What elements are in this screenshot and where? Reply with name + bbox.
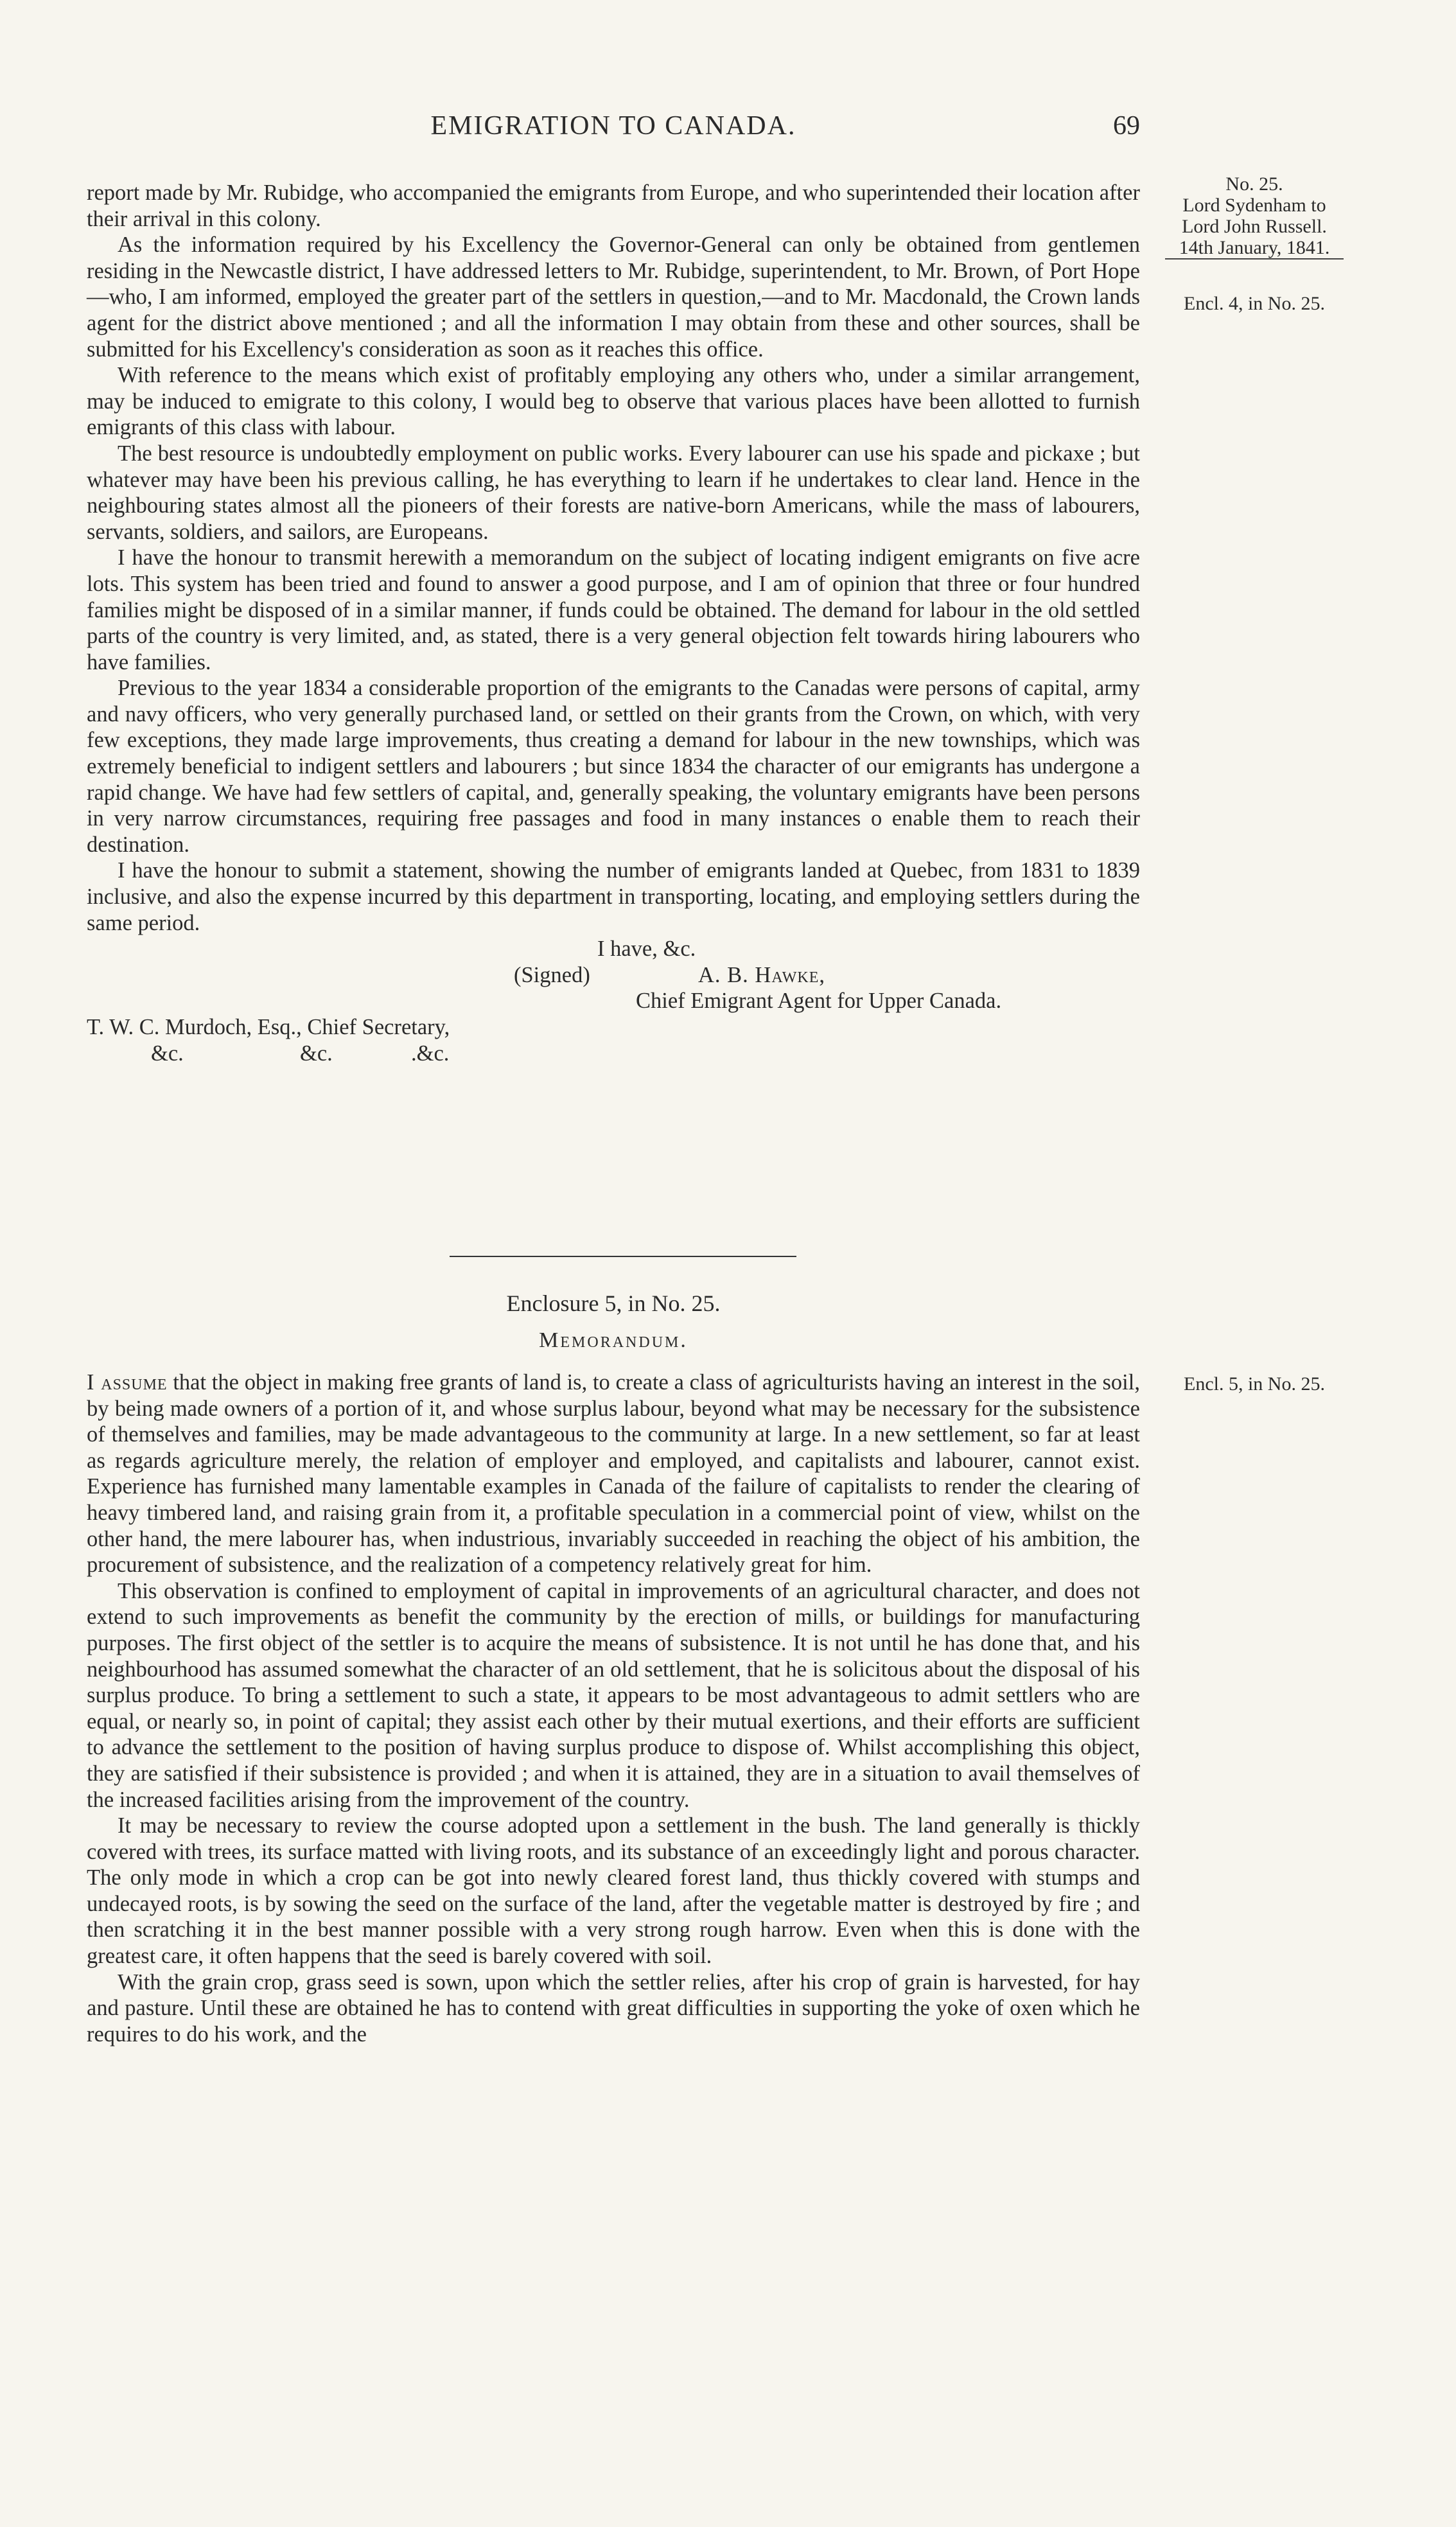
margin-note-encl4: Encl. 4, in No. 25.: [1184, 293, 1325, 314]
etc-3: .&c.: [411, 1041, 450, 1066]
signature-block: [87, 936, 1140, 1066]
letter-paragraph-6: Previous to the year 1834 a considerable proportion of the emigrants to the Canadas were persons of capital, army and navy officers, who very generally purchased land, or settled on their grants from the Crown, on which, with very few exceptions, they made large improvements, thus creating a demand for labour in the new townships, which was extremely beneficial to indigent settlers and labourers ; but since 1834 the character of our emigrants has undergone a rapid change. We have had few settlers of capital, and, generally speaking, the voluntary emigrants have been persons in very narrow circumstances, requiring free passages and food in many instances o enable them to reach their destination.: [87, 676, 1140, 857]
margin-note-number: No. 25.: [1225, 173, 1283, 195]
margin-note-date: 14th January, 1841.: [1148, 237, 1360, 260]
signer-title: Chief Emigrant Agent for Upper Canada.: [636, 989, 1002, 1014]
letter-paragraph-2: As the information required by his Excellency the Governor-General can only be obtained from gentlemen residing in the Newcastle district, I have addressed letters to Mr. Rubidge, superintendent, to Mr. Brown, of Port Hope—who, I am informed, employed the greater part of the settlers in question,—and to Mr. Macdonald, the Crown lands agent for the district above mentioned ; and all the information I may obtain from these and other sources, shall be submitted for his Excellency's consideration as soon as it reaches this office.: [87, 233, 1140, 362]
letter-paragraph-7: I have the honour to submit a statement, showing the number of emigrants landed at Quebec, from 1831 to 1839 inclusive, and also the expense incurred by this department in transporting, locating, and employing settlers during the same period.: [87, 858, 1140, 935]
page-number: 69: [1113, 111, 1140, 141]
margin-note-to: Lord John Russell.: [1182, 216, 1327, 237]
running-head: [87, 110, 1140, 149]
signed-label: (Signed): [514, 962, 590, 987]
memo-paragraph-4: With the grain crop, grass seed is sown, upon which the settler relies, after his crop of grain is harvested, for hay and pasture. Until these are obtained he has to contend with great difficulties in supporting the yoke of oxen which he requires to do his work, and the: [87, 1969, 1140, 2047]
letter-paragraph-5: I have the honour to transmit herewith a memorandum on the subject of locating indigent emigrants on five acre lots. This system has been tried and found to answer a good purpose, and I am of opinion that three or four hundred families might be disposed of in a similar manner, if funds could be obtained. The demand for labour in the old settled parts of the country is very limited, and, as stated, there is a very general objection felt towards hiring labourers who have families.: [87, 545, 1140, 674]
running-title: EMIGRATION TO CANADA.: [430, 111, 796, 141]
closing: I have, &c.: [597, 937, 696, 962]
enclosure-heading: Enclosure 5, in No. 25.: [506, 1290, 721, 1316]
etc-1: &c.: [151, 1041, 184, 1066]
memo-paragraph-3: It may be necessary to review the course adopted upon a settlement in the bush. The land generally is thickly covered with trees, its surface matted with living roots, and its substance of an exceedingly light and porous character. The only mode in which a crop can be got into newly cleared forest land, thus thickly covered with stumps and undecayed roots, is by sowing the seed on the surface of the land, after the vegetable matter is destroyed by fire ; and then scratching it in the best manner possible with a very strong rough harrow. Even when this is done with the greatest care, it often happens that the seed is barely covered with soil.: [87, 1813, 1140, 1969]
memorandum-body: [87, 1369, 1140, 2047]
memo-paragraph-1: [87, 1369, 1140, 1578]
signer-name: A. B. Hawke,: [698, 962, 826, 987]
margin-note-from: Lord Sydenham to: [1182, 195, 1326, 216]
etc-2: &c.: [300, 1041, 333, 1066]
letter-paragraph-4: The best resource is undoubtedly employment on public works. Every labourer can use his spade and pickaxe ; but whatever may have been his previous calling, he has everything to learn if he undertakes to clear land. Hence in the neighbouring states almost all the pioneers of their forests are native-born Americans, while the mass of labourers, servants, soldiers, and sailors, are Europeans.: [87, 441, 1140, 544]
addressee: T. W. C. Murdoch, Esq., Chief Secretary,: [87, 1015, 450, 1039]
section-divider: [450, 1256, 796, 1257]
memo-paragraph-2: This observation is confined to employment of capital in improvements of an agricultural character, and does not extend to such improvements as benefit the community by the erection of mills, or buildings for manufacturing purposes. The first object of the settler is to acquire the means of subsistence. It is not until he has done that, and his neighbourhood has assumed somewhat the character of an old settlement, that he is solicitous about the disposal of his surplus produce. To bring a settlement to such a state, it appears to be most advantageous to admit settlers who are equal, or nearly so, in point of capital; they assist each other by their mutual exertions, and their efforts are sufficient to advance the settlement to the position of having surplus produce to dispose of. Whilst accomplishing this object, they are satisfied if their subsistence is provided ; and when it is attained, they are in a situation to avail themselves of the increased facilities arising from the improvement of the country.: [87, 1578, 1140, 1812]
letter-paragraph-1: report made by Mr. Rubidge, who accompanied the emigrants from Europe, and who superintended their location after their arrival in this colony.: [87, 180, 1140, 231]
letter-body: [87, 180, 1140, 1066]
memo-paragraph-1-text: that the object in making free grants of land is, to create a class of agriculturists having an interest in the soil, by being made owners of a portion of it, and whose surplus labour, beyond what may be necessary for the subsistence of themselves and families, may be made advantageous to the community at large. In a new settlement, so far at least as regards agriculture merely, the relation of employer and employed, and capitalists and labourer, cannot exist. Experience has furnished many lamentable examples in Canada of the failure of capitalists to render the clearing of heavy timbered land, and raising grain from it, a profitable speculation in a commercial point of view, whilst on the other hand, the mere labourer has, when industrious, invariably succeeded in reaching the object of his ambition, the procurement of subsistence, and the realization of a competency relatively great for him.: [87, 1370, 1140, 1578]
memorandum-title: Memorandum.: [539, 1328, 688, 1352]
letter-paragraph-3: With reference to the means which exist of profitably employing any others who, under a similar arrangement, may be induced to emigrate to this colony, I would beg to observe that various places have been allotted to furnish emigrants of this class with labour.: [87, 363, 1140, 440]
memo-lead-word: I assume: [87, 1370, 168, 1395]
margin-note-reference: [1148, 173, 1360, 260]
margin-note-encl5: Encl. 5, in No. 25.: [1184, 1373, 1325, 1395]
